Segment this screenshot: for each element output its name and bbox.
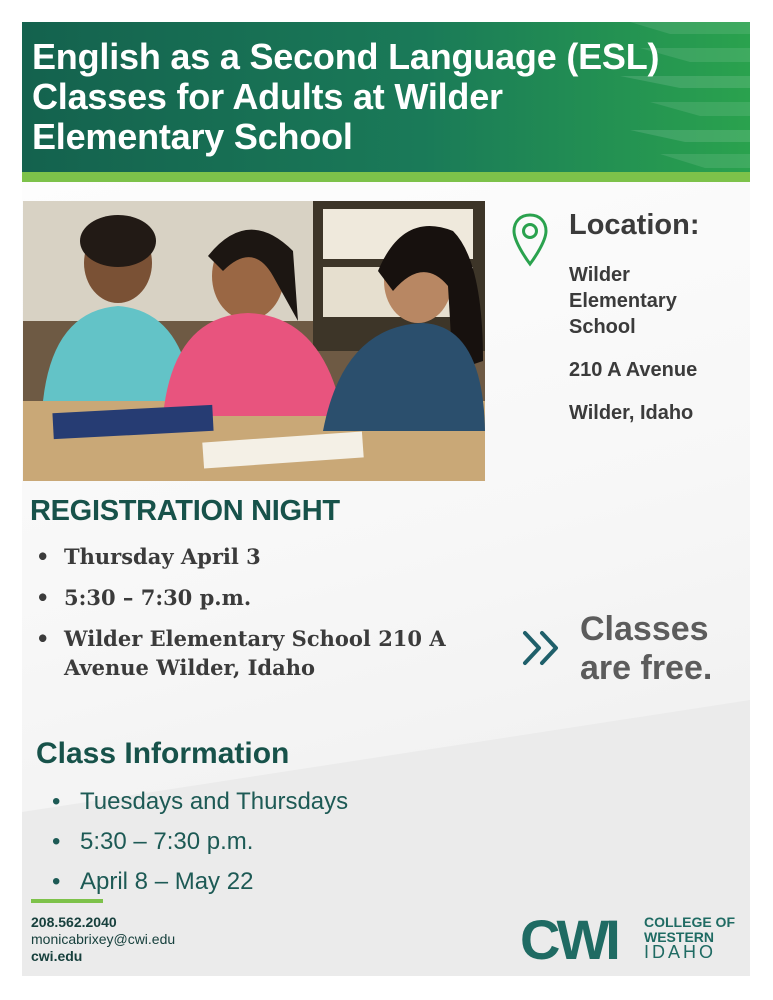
contact-email[interactable]: monicabrixey@cwi.edu — [31, 931, 176, 947]
registration-time: 5:30 – 7:30 p.m. — [64, 585, 252, 610]
classroom-photo — [23, 201, 485, 481]
free-note-line: Classes — [580, 610, 709, 648]
header-banner — [22, 22, 750, 172]
list-item — [52, 826, 348, 858]
class-info-accent-rule — [31, 899, 103, 903]
double-chevron-right-icon — [520, 628, 564, 668]
contact-block — [31, 914, 175, 965]
list-item — [52, 786, 348, 818]
cwi-logo — [520, 908, 750, 971]
classes-free-note — [580, 610, 712, 688]
registration-date: Thursday April 3 — [64, 544, 261, 569]
list-item — [36, 624, 506, 682]
location-name-line: School — [569, 316, 636, 338]
bullet: • — [36, 626, 50, 651]
class-time: 5:30 – 7:30 p.m. — [80, 828, 254, 855]
bullet: • — [36, 544, 50, 569]
logo-line: COLLEGE OF — [644, 914, 735, 930]
class-info-list — [52, 786, 348, 906]
location-heading: Location: — [569, 209, 700, 241]
free-note-line: are free. — [580, 649, 713, 687]
contact-phone: 208.562.2040 — [31, 914, 117, 930]
registration-place: Wilder Elementary School 210 A Avenue Wilder, Idaho — [64, 626, 446, 680]
location-name-line: Wilder — [569, 264, 630, 286]
class-info-heading: Class Information — [36, 737, 290, 770]
location-street: 210 A Avenue — [569, 359, 698, 381]
banner-accent-bar — [22, 172, 750, 182]
location-city: Wilder, Idaho — [569, 402, 694, 424]
class-dates: April 8 – May 22 — [80, 868, 254, 895]
contact-website[interactable]: cwi.edu — [31, 948, 83, 964]
flyer-page — [22, 22, 750, 976]
logo-line: WESTERN — [644, 929, 714, 945]
bullet: • — [52, 868, 61, 895]
title-line: Classes for Adults at Wilder — [32, 76, 503, 117]
map-pin-icon — [510, 212, 550, 268]
logo-line: IDAHO — [644, 942, 717, 962]
class-days: Tuesdays and Thursdays — [80, 788, 349, 815]
title-line: English as a Second Language (ESL) — [32, 36, 660, 77]
logo-wordmark — [644, 915, 735, 960]
list-item — [52, 866, 348, 898]
bullet: • — [52, 828, 61, 855]
title-line: Elementary School — [32, 116, 353, 157]
list-item — [36, 583, 506, 612]
bullet: • — [52, 788, 61, 815]
list-item — [36, 542, 506, 571]
location-name-line: Elementary — [569, 290, 677, 312]
registration-heading: REGISTRATION NIGHT — [30, 495, 340, 527]
page-title — [32, 37, 732, 157]
registration-list — [36, 542, 506, 694]
bullet: • — [36, 585, 50, 610]
logo-mark: CWI — [520, 908, 617, 971]
